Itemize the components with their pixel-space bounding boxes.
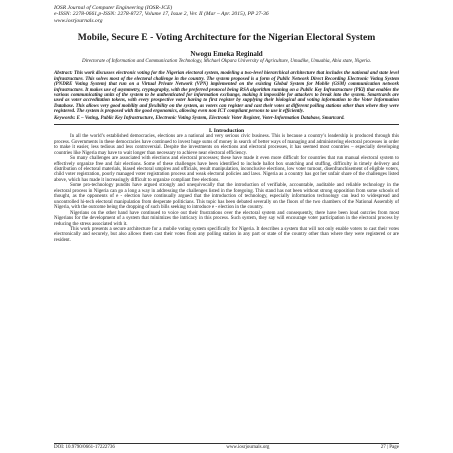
abstract: Abstract: This work discusses electronic voting for the Nigerian electoral system, modeling a two-level hierarchical architecture that includes the national and state level infrastructure. This solves most of the electoral challenge in the country. The system proposed is a form of Public Network Direct Recording Electronic Voting System (PNDRE Voting System) that run on a Virtual Private Network (VPN) implemented on the existing Global System for Mobile (GSM) communication network infrastructure. It makes use of asymmetry, cryptography, with the preferred protocol being RSA algorithm running on a Public Key Infrastructure (PKI) that enables the various communicating units of the system to be authenticated for information exchange, making it impossible for attackers to break into the system. Smartcards are used as voter accreditation tokens, with every prospective voter having to first register by supplying their biological and voting information to the Voter Information Database. This allows very good mobility and flexibility on the system, as voters can register and cast their votes at different polling stations other than where they were registered. The system is proposed with the good ergonomics, allowing even non ICT compliant persons to use it efficiently.: [54, 71, 399, 115]
issn-line: e-ISSN: 2278-0661,p-ISSN: 2278-8727, Volume 17, Issue 2, Ver. II (Mar – Apr. 2015), PP 27-36: [54, 11, 269, 18]
paragraph: So many challenges are associated with elections and electoral processes; these have made it even more difficult for countries that run manual electoral system to effectively organize free and fair elections. Some of these challenges have been identified to include ballot box snatching and stuffing, difficulty in timely delivery and distribution of electoral materials, biased electoral umpires and officials, result manipulation, inconclusive elections, low voter turnout, disenfranchisement of eligible voters, child voter registration, poorly managed voter registration process and weak electoral policies and laws. Nigeria as a country has got her unfair share of the challenges listed above, which has made it increasingly difficult to organize compliant free elections.: [54, 156, 399, 183]
paragraph: This work presents a secure architecture for a mobile voting system specifically for Nigeria. It describes a system that will not only enable voters to cast their votes electronically and securely, but also allows them cast their votes from any polling station in any part or state of the country other than where they were registered or are resident.: [54, 227, 399, 243]
section-divider: [54, 124, 399, 125]
footer-website[interactable]: www.iosrjournals.org: [226, 445, 270, 450]
keywords: Keywords: E – Voting, Public Key Infrastructure, Electronic Voting System, Electronic Voter Register, Voter-Information Database, Smartcard.: [54, 115, 345, 121]
journal-header: [54, 5, 399, 24]
paper-title: Mobile, Secure E - Voting Architecture for the Nigerian Electoral System: [77, 32, 376, 44]
author-name: Nwogu Emeka Reginald: [190, 49, 263, 58]
paragraph: Nigerians on the other hand have continued to voice out their frustrations over the electoral system and consequently, there have been loud outcries from most Nigerians for the development of a system that minimizes the intricacy in this process. Such system, they say will encourage voter participation in the electoral process by reducing the stress associated with it.: [54, 210, 399, 227]
journal-name: IOSR Journal of Computer Engineering (IOSR-JCE): [54, 5, 173, 11]
author-affiliation: Directorate of Information and Communication Technology, Michael Okpara University of Agriculture, Umudike, Umuahia, Abia state, Nigeria.: [81, 58, 372, 64]
paragraph: Some pro-technology pundits have argued strongly and unequivocally that the introduction of verifiable, accountable, auditable and reliable technology in the electoral process in Nigeria can go a long a way in addressing the challenges listed in the foregoing. This stand has not been without strong opposition from some schools of thought, as the opponents of e - election have continually argued that the introduction of technology, especially information technology can lead to widespread and uncontrolled hi-tech electoral manipulation from desperate politicians. This topic has been debated severally on the floors of the two chambers of the National Assembly of Nigeria, with the outcome being the dropping of such bills seeking to introduce e - election in the country.: [54, 183, 399, 211]
section-title: I. Introduction: [208, 128, 245, 135]
page-footer: [54, 443, 399, 450]
body-text: [54, 134, 399, 243]
footer-doi: DOI: 10.9790/0661-17222736: [54, 445, 115, 450]
paragraph: In all the world’s established democracies, elections are a national and very serious civic business. This is because a country’s leadership is produced through this process. Governments in these democracies have continued to invest huge sums of money in search of better ways of managing and administering electoral processes in order to make it easier, less tedious and less controversial. Despite the investments on elections and electoral processes, it has seemed most countries – especially developing countries like Nigeria may have to wait longer than necessary to achieve near electoral efficiency.: [54, 134, 399, 156]
journal-website[interactable]: www.iosrjournals.org: [54, 17, 103, 24]
footer-page-number: 27 | Page: [380, 445, 399, 450]
